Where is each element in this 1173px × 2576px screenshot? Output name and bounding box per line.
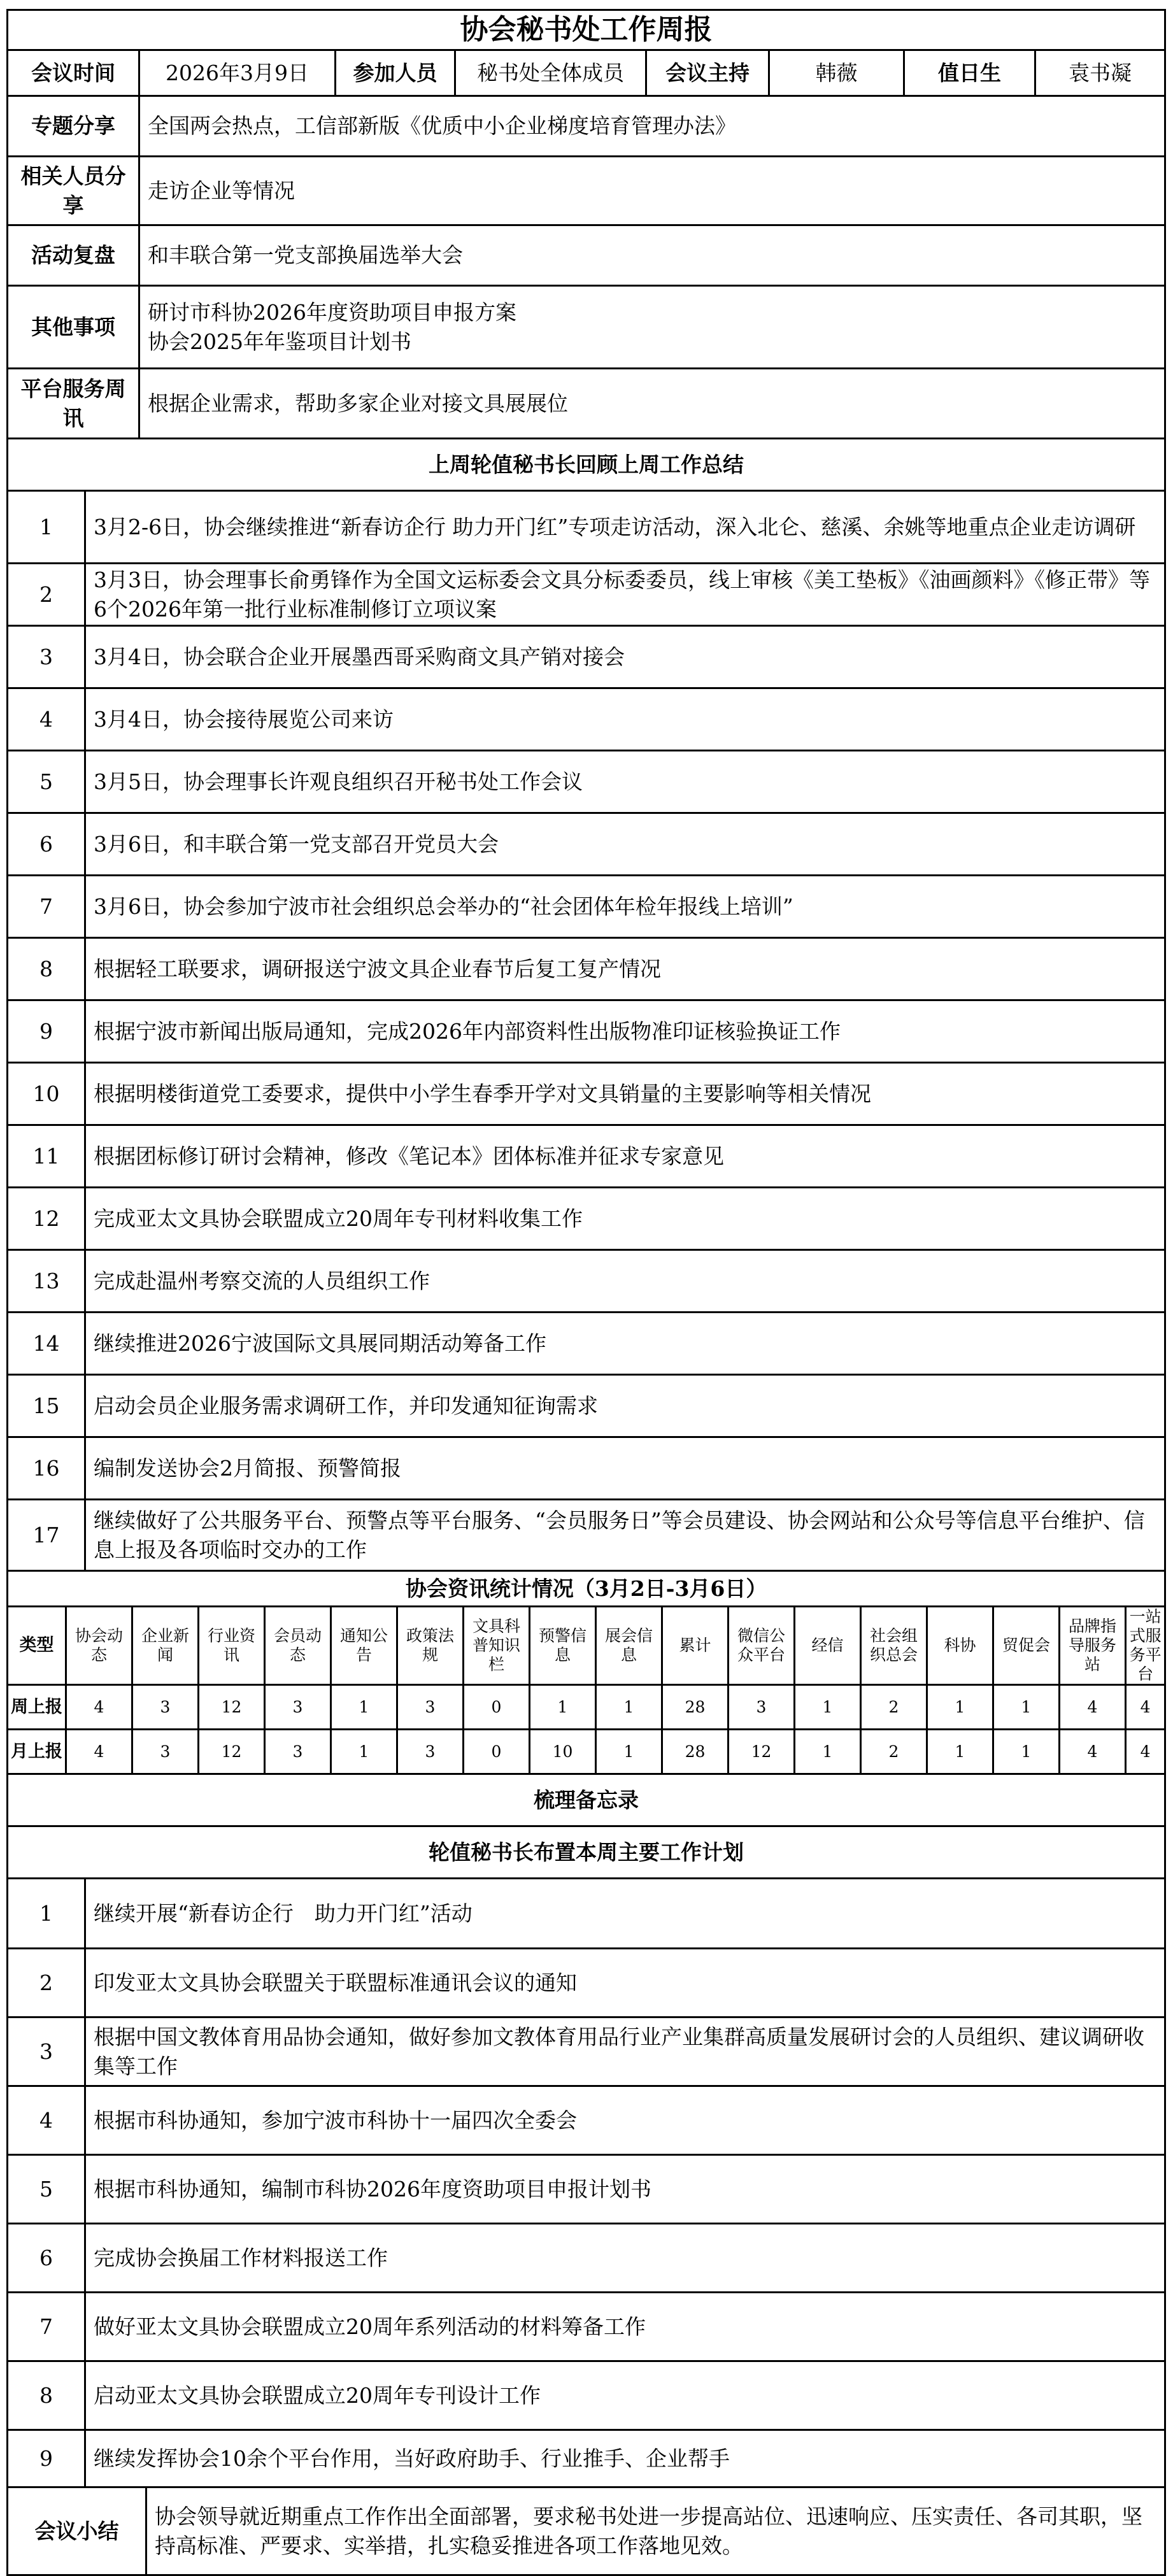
stats-cell: 3: [397, 1685, 464, 1730]
stats-heading: 协会资讯统计情况（3月2日-3月6日）: [8, 1571, 1165, 1607]
stats-cell: 1: [795, 1685, 861, 1730]
item-number: 5: [8, 751, 85, 813]
info-row-label: 其他事项: [8, 286, 139, 369]
stats-cell: 1: [927, 1685, 993, 1730]
stats-table: [6, 1570, 1166, 1775]
stats-cell: 4: [1126, 1685, 1165, 1730]
attendees-label: 参加人员: [336, 50, 455, 96]
stats-column-header: 行业资讯: [199, 1607, 265, 1685]
info-row-label: 专题分享: [8, 96, 139, 157]
item-text: 编制发送协会2月简报、预警简报: [85, 1437, 1165, 1500]
item-text: 完成亚太文具协会联盟成立20周年专刊材料收集工作: [85, 1188, 1165, 1250]
stats-cell: 4: [1126, 1730, 1165, 1774]
item-number: 3: [8, 626, 85, 688]
weekly-report-sheet: [6, 9, 1164, 2576]
stats-column-header: 政策法规: [397, 1607, 464, 1685]
stats-cell: 4: [66, 1730, 132, 1774]
item-number: 1: [8, 1879, 85, 1949]
item-number: 16: [8, 1437, 85, 1500]
item-number: 6: [8, 813, 85, 876]
item-number: 4: [8, 688, 85, 751]
item-text: 继续开展“新春访企行 助力开门红”活动: [85, 1879, 1165, 1949]
host-label: 会议主持: [646, 50, 769, 96]
stats-column-header: 科协: [927, 1607, 993, 1685]
item-text: 3月5日，协会理事长许观良组织召开秘书处工作会议: [85, 751, 1165, 813]
item-number: 11: [8, 1125, 85, 1188]
stats-column-header: 品牌指导服务站: [1060, 1607, 1126, 1685]
stats-cell: 12: [729, 1730, 795, 1774]
stats-cell: 2: [861, 1685, 927, 1730]
stats-cell: 12: [199, 1685, 265, 1730]
item-number: 4: [8, 2086, 85, 2155]
plan-table: [6, 1773, 1166, 2576]
item-number: 3: [8, 2017, 85, 2086]
info-row-text: 全国两会热点，工信部新版《优质中小企业梯度培育管理办法》: [139, 96, 1165, 157]
item-number: 15: [8, 1375, 85, 1437]
stats-column-header: 类型: [8, 1607, 66, 1685]
stats-cell: 1: [331, 1685, 397, 1730]
item-number: 8: [8, 2361, 85, 2430]
stats-cell: 1: [795, 1730, 861, 1774]
stats-cell: 1: [530, 1685, 596, 1730]
item-number: 7: [8, 876, 85, 938]
stats-cell: 1: [993, 1730, 1060, 1774]
memo-heading: 梳理备忘录: [8, 1774, 1165, 1826]
report-title: 协会秘书处工作周报: [8, 10, 1165, 50]
item-text: 完成赴温州考察交流的人员组织工作: [85, 1250, 1165, 1313]
stats-cell: 1: [596, 1685, 662, 1730]
item-number: 10: [8, 1063, 85, 1125]
item-text: 根据市科协通知，参加宁波市科协十一届四次全委会: [85, 2086, 1165, 2155]
duty-value: 袁书凝: [1035, 50, 1165, 96]
stats-column-header: 预警信息: [530, 1607, 596, 1685]
item-number: 17: [8, 1500, 85, 1571]
info-row-text: 根据企业需求，帮助多家企业对接文具展展位: [139, 369, 1165, 439]
stats-column-header: 社会组织总会: [861, 1607, 927, 1685]
item-text: 3月4日，协会联合企业开展墨西哥采购商文具产销对接会: [85, 626, 1165, 688]
summary-text: 协会领导就近期重点工作作出全面部署，要求秘书处进一步提高站位、迅速响应、压实责任、各司其职，坚持高标准、严要求、实举措，扎实稳妥推进各项工作落地见效。: [146, 2487, 1165, 2575]
item-text: 根据中国文教体育用品协会通知，做好参加文教体育用品行业产业集群高质量发展研讨会的人员组织、建议调研收集等工作: [85, 2017, 1165, 2086]
stats-column-header: 企业新闻: [132, 1607, 199, 1685]
meeting-time-value: 2026年3月9日: [139, 50, 336, 96]
stats-column-header: 累计: [662, 1607, 729, 1685]
item-number: 2: [8, 564, 85, 626]
stats-cell: 3: [132, 1730, 199, 1774]
attendees-value: 秘书处全体成员: [455, 50, 646, 96]
info-row-label: 平台服务周讯: [8, 369, 139, 439]
stats-row-label: 周上报: [8, 1685, 66, 1730]
item-text: 3月2-6日，协会继续推进“新春访企行 助力开门红”专项走访活动，深入北仑、慈溪、余姚等地重点企业走访调研: [85, 491, 1165, 564]
item-number: 12: [8, 1188, 85, 1250]
meeting-time-label: 会议时间: [8, 50, 139, 96]
item-number: 9: [8, 1000, 85, 1063]
item-number: 9: [8, 2430, 85, 2487]
item-number: 8: [8, 938, 85, 1000]
report-header-table: [6, 9, 1166, 439]
item-text: 3月3日，协会理事长俞勇锋作为全国文运标委会文具分标委委员，线上审核《美工垫板》《油画颜料》《修正带》等6个2026年第一批行业标准制修订立项议案: [85, 564, 1165, 626]
item-text: 3月6日，和丰联合第一党支部召开党员大会: [85, 813, 1165, 876]
stats-cell: 4: [1060, 1685, 1126, 1730]
item-number: 5: [8, 2155, 85, 2224]
stats-column-header: 会员动态: [265, 1607, 331, 1685]
info-row-text: 研讨市科协2026年度资助项目申报方案 协会2025年年鉴项目计划书: [139, 286, 1165, 369]
stats-cell: 0: [464, 1730, 530, 1774]
item-text: 印发亚太文具协会联盟关于联盟标准通讯会议的通知: [85, 1949, 1165, 2017]
item-number: 7: [8, 2293, 85, 2361]
stats-cell: 4: [1060, 1730, 1126, 1774]
info-row-text: 和丰联合第一党支部换届选举大会: [139, 225, 1165, 286]
item-number: 13: [8, 1250, 85, 1313]
item-text: 启动会员企业服务需求调研工作，并印发通知征询需求: [85, 1375, 1165, 1437]
item-text: 完成协会换届工作材料报送工作: [85, 2224, 1165, 2293]
item-text: 根据市科协通知，编制市科协2026年度资助项目申报计划书: [85, 2155, 1165, 2224]
duty-label: 值日生: [904, 50, 1035, 96]
stats-cell: 1: [331, 1730, 397, 1774]
stats-cell: 2: [861, 1730, 927, 1774]
stats-row-label: 月上报: [8, 1730, 66, 1774]
stats-cell: 3: [265, 1730, 331, 1774]
stats-cell: 28: [662, 1730, 729, 1774]
info-row-label: 活动复盘: [8, 225, 139, 286]
stats-column-header: 通知公告: [331, 1607, 397, 1685]
stats-column-header: 微信公众平台: [729, 1607, 795, 1685]
item-number: 14: [8, 1313, 85, 1375]
stats-cell: 0: [464, 1685, 530, 1730]
stats-cell: 12: [199, 1730, 265, 1774]
item-text: 根据团标修订研讨会精神，修改《笔记本》团体标准并征求专家意见: [85, 1125, 1165, 1188]
item-text: 根据明楼街道党工委要求，提供中小学生春季开学对文具销量的主要影响等相关情况: [85, 1063, 1165, 1125]
stats-column-header: 一站式服务平台: [1126, 1607, 1165, 1685]
stats-cell: 1: [993, 1685, 1060, 1730]
review-heading: 上周轮值秘书长回顾上周工作总结: [8, 439, 1165, 491]
stats-column-header: 文具科普知识栏: [464, 1607, 530, 1685]
item-text: 根据轻工联要求，调研报送宁波文具企业春节后复工复产情况: [85, 938, 1165, 1000]
info-row-label: 相关人员分享: [8, 157, 139, 225]
stats-cell: 3: [397, 1730, 464, 1774]
review-table: [6, 438, 1166, 1572]
item-text: 启动亚太文具协会联盟成立20周年专刊设计工作: [85, 2361, 1165, 2430]
host-value: 韩薇: [769, 50, 904, 96]
summary-label: 会议小结: [8, 2487, 146, 2575]
stats-cell: 10: [530, 1730, 596, 1774]
stats-cell: 1: [927, 1730, 993, 1774]
item-text: 根据宁波市新闻出版局通知，完成2026年内部资料性出版物准印证核验换证工作: [85, 1000, 1165, 1063]
stats-cell: 1: [596, 1730, 662, 1774]
stats-cell: 4: [66, 1685, 132, 1730]
item-text: 继续发挥协会10余个平台作用，当好政府助手、行业推手、企业帮手: [85, 2430, 1165, 2487]
info-row-text: 走访企业等情况: [139, 157, 1165, 225]
item-number: 2: [8, 1949, 85, 2017]
plan-heading: 轮值秘书长布置本周主要工作计划: [8, 1826, 1165, 1879]
item-text: 做好亚太文具协会联盟成立20周年系列活动的材料筹备工作: [85, 2293, 1165, 2361]
stats-column-header: 协会动态: [66, 1607, 132, 1685]
item-text: 3月6日，协会参加宁波市社会组织总会举办的“社会团体年检年报线上培训”: [85, 876, 1165, 938]
stats-column-header: 经信: [795, 1607, 861, 1685]
item-text: 3月4日，协会接待展览公司来访: [85, 688, 1165, 751]
item-number: 1: [8, 491, 85, 564]
stats-cell: 3: [132, 1685, 199, 1730]
stats-cell: 3: [265, 1685, 331, 1730]
stats-cell: 3: [729, 1685, 795, 1730]
stats-column-header: 展会信息: [596, 1607, 662, 1685]
item-text: 继续做好了公共服务平台、预警点等平台服务、“会员服务日”等会员建设、协会网站和公众号等信息平台维护、信息上报及各项临时交办的工作: [85, 1500, 1165, 1571]
item-number: 6: [8, 2224, 85, 2293]
item-text: 继续推进2026宁波国际文具展同期活动筹备工作: [85, 1313, 1165, 1375]
stats-column-header: 贸促会: [993, 1607, 1060, 1685]
stats-cell: 28: [662, 1685, 729, 1730]
